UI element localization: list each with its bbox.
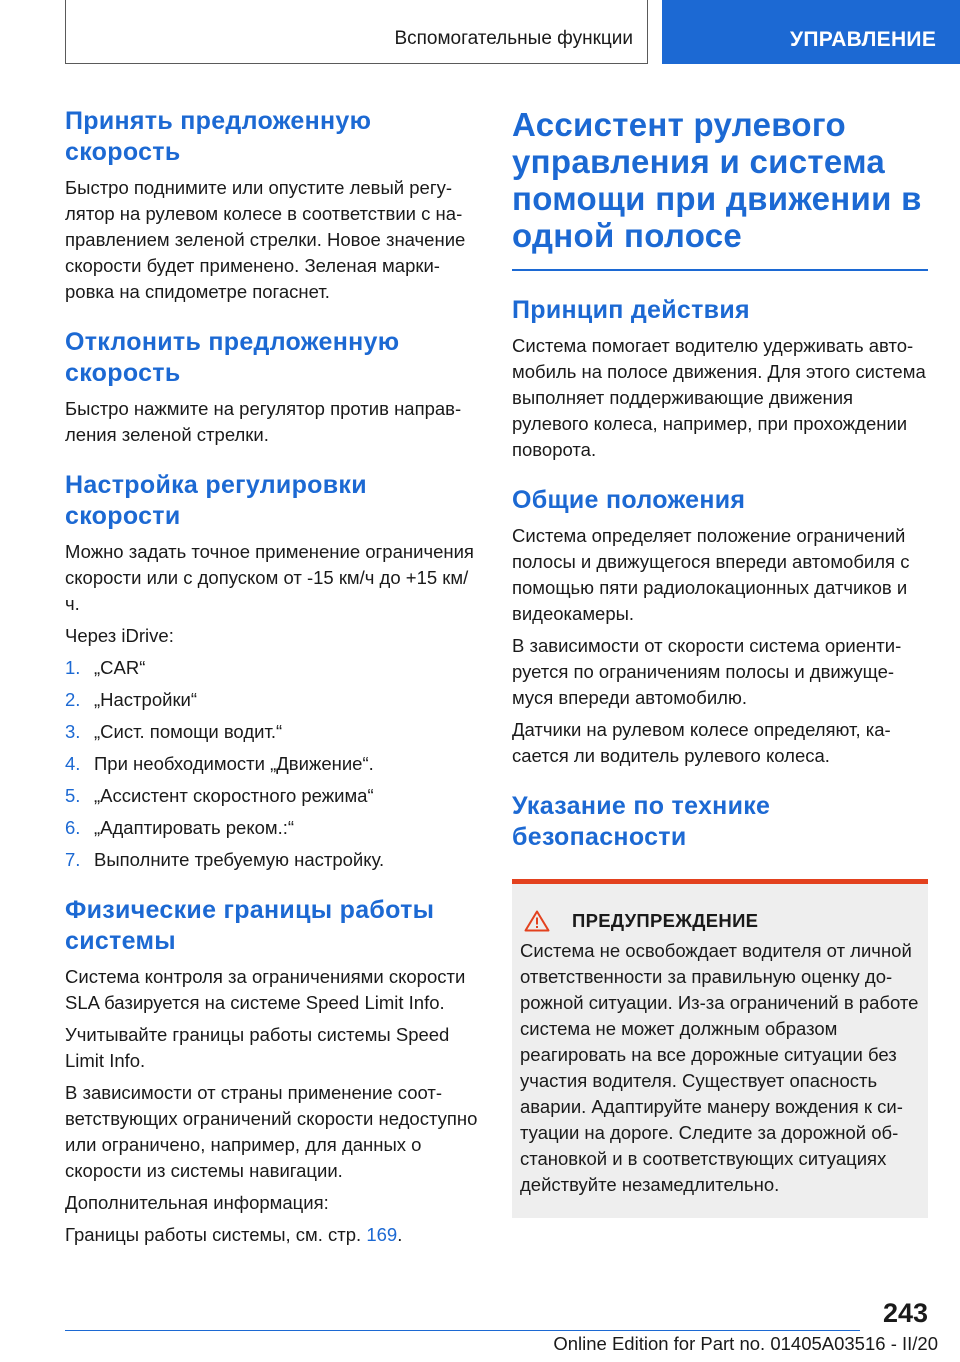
step-number: 1. [65, 657, 81, 678]
warning-title: ПРЕДУПРЕЖДЕНИЕ [572, 910, 759, 931]
paragraph: Система контроля за ограничениями скорости SLA базируется на системе Speed Limit Info. [65, 966, 466, 1013]
list-item [65, 687, 480, 713]
step-text: Выполните требуемую настройку. [94, 849, 385, 870]
paragraph: Система определяет положение ограничений полосы и движущегося впереди автомобиля с помощью пяти радиолокационных датчиков и видеокамеры. [512, 525, 910, 624]
list-item [65, 815, 480, 841]
chapter-title: Ассистент рулевого управления и система помощи при движении в одной полосе [512, 106, 922, 254]
paragraph: Система помогает водителю удерживать автомобиль на полосе движения. Для этого система выполняет поддерживающие движения рулевого колеса, например, при прохождении поворота. [512, 335, 926, 460]
header-chapter-tab[interactable]: УПРАВЛЕНИЕ [662, 0, 960, 64]
section-title: Принять предложенную скорость [65, 107, 372, 166]
header-section-box [65, 0, 648, 64]
step-text: „Адаптировать реком.:“ [94, 817, 295, 838]
page-number: 243 [882, 1298, 928, 1328]
section-title: Указание по технике безопасности [512, 792, 771, 851]
right-column [512, 106, 928, 1218]
paragraph: В зависимости от страны применение соответствующих ограничений скорости недоступно или ограничено, например, для данных о скорости из системы навигации. [65, 1082, 478, 1181]
paragraph: В зависимости от скорости система ориентируется по ограничениям полосы и движущемуся впереди автомобилю. [512, 635, 902, 708]
step-text: При необходимости „Движение“. [94, 753, 374, 774]
paragraph: Дополнительная информация: [65, 1192, 329, 1213]
step-number: 4. [65, 753, 81, 774]
step-text: „Сист. помощи водит.“ [94, 721, 283, 742]
section-principle [512, 295, 928, 463]
section-title: Отклонить предложенную скорость [65, 328, 400, 387]
section-title: Настройка регулировки скорости [65, 471, 367, 530]
footer-divider [65, 1330, 860, 1331]
step-number: 3. [65, 721, 81, 742]
step-number: 2. [65, 689, 81, 710]
list-item [65, 655, 480, 681]
step-text: „CAR“ [94, 657, 146, 678]
footer-edition: Online Edition for Part no. 01405A03516 - II/20 [553, 1333, 938, 1354]
section-system-limits [65, 895, 480, 1248]
header-section-title: Вспомогательные функции [394, 28, 633, 49]
section-reject-speed [65, 327, 480, 448]
section-title: Принцип действия [512, 296, 750, 324]
paragraph: Учитывайте границы работы системы Speed Limit Info. [65, 1024, 450, 1071]
title-divider [512, 269, 928, 271]
section-title: Общие положения [512, 486, 746, 514]
paragraph: Через iDrive: [65, 625, 174, 646]
step-number: 5. [65, 785, 81, 806]
reference-text: Границы работы системы, см. стр. [65, 1224, 367, 1245]
step-number: 6. [65, 817, 81, 838]
list-item [65, 847, 480, 873]
section-title: Физические границы работы системы [65, 896, 435, 955]
paragraph [65, 1222, 480, 1248]
paragraph: Быстро нажмите на регулятор против направления зеленой стрелки. [65, 398, 462, 445]
section-safety [512, 791, 928, 1218]
step-number: 7. [65, 849, 81, 870]
section-general [512, 485, 928, 769]
warning-box [512, 879, 928, 1218]
list-item [65, 719, 480, 745]
section-accept-speed [65, 106, 480, 305]
page-reference-link[interactable]: 169 [366, 1224, 398, 1245]
warning-text: Система не освобождает водителя от личной ответственности за правильную оценку дорожной ситуации. Из-за ограничений в работе система не может должным образом реагировать на все дорожные ситуации без участия водителя. Существует опасность аварии. Адаптируйте манеру вождения к ситуации на дороге. Следите за дорожной обстановкой и в соответствующих ситуациях действуйте незамедлительно. [520, 940, 919, 1195]
warning-header [520, 910, 920, 932]
list-item [65, 751, 480, 777]
steps-list [65, 655, 480, 873]
list-item [65, 783, 480, 809]
reference-end: . [397, 1224, 403, 1245]
section-speed-settings [65, 470, 480, 873]
warning-triangle-icon [524, 910, 550, 932]
paragraph: Можно задать точное применение ограничения скорости или с допуском от -15 км/ч до +15 км/ч. [65, 541, 474, 614]
paragraph: Быстро поднимите или опустите левый регулятор на рулевом колесе в соответствии с направлением зеленой стрелки. Новое значение скорости будет применено. Зеленая маркировка на спидометре погаснет. [65, 177, 466, 302]
step-text: „Ассистент скоростного режима“ [94, 785, 374, 806]
left-column [65, 106, 480, 1270]
paragraph: Датчики на рулевом колесе определяют, касается ли водитель рулевого колеса. [512, 719, 891, 766]
step-text: „Настройки“ [94, 689, 198, 710]
